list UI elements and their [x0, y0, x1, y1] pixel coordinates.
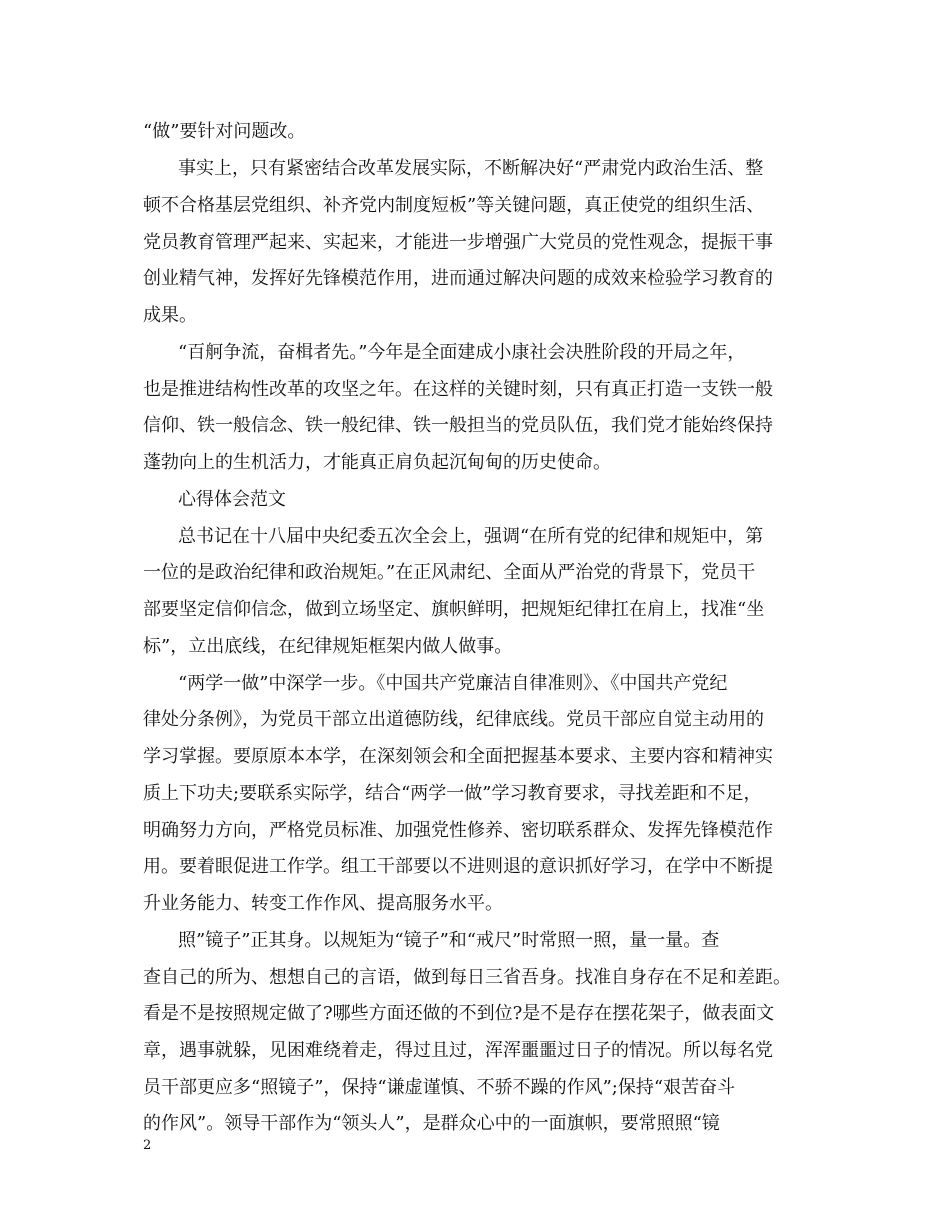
- section-title: 心得体会范文: [178, 489, 286, 510]
- text-line-25: 看是不是按照规定做了?哪些方面还做的不到位?是不是存在摆花架子，做表面文: [143, 1003, 775, 1024]
- text-line-4: 党员教育管理严起来、实起来，才能进一步增强广大党员的党性观念，提振干事: [143, 232, 773, 253]
- text-line-15: 标”，立出底线，在纪律规矩框架内做人做事。: [143, 636, 513, 657]
- text-line-24: 查自己的所为、想想自己的言语，做到每日三省吾身。找准自身存在不足和差距。: [143, 967, 791, 988]
- text-line-28: 的作风”。领导干部作为“领头人”，是群众心中的一面旗帜，要常照照“镜: [143, 1113, 720, 1134]
- text-line-18: 学习掌握。要原原本本学，在深刻领会和全面把握基本要求、主要内容和精神实: [143, 746, 773, 767]
- text-line-23: 照”镜子”正其身。以规矩为“镜子”和“戒尺”时常照一照，量一量。查: [178, 930, 720, 951]
- text-line-19: 质上下功夫;要联系实际学，结合“两学一做”学习教育要求，寻找差距和不足，: [143, 783, 762, 804]
- page-number: 2: [143, 1138, 152, 1153]
- text-line-1: “做”要针对问题改。: [143, 121, 306, 142]
- text-line-3: 顿不合格基层党组织、补齐党内制度短板”等关键问题，真正使党的组织生活、: [143, 195, 765, 216]
- text-line-17: 律处分条例》，为党员干部立出道德防线，纪律底线。党员干部应自觉主动用的: [143, 709, 764, 730]
- text-line-5: 创业精气神，发挥好先锋模范作用，进而通过解决问题的成效来检验学习教育的: [143, 268, 773, 289]
- text-line-9: 信仰、铁一般信念、铁一般纪律、铁一般担当的党员队伍，我们党才能始终保持: [143, 415, 773, 436]
- text-line-2: 事实上，只有紧密结合改革发展实际，不断解决好“严肃党内政治生活、整: [178, 158, 764, 179]
- text-line-12: 总书记在十八届中央纪委五次全会上，强调“在所有党的纪律和规矩中，第: [178, 526, 764, 547]
- text-line-20: 明确努力方向，严格党员标准、加强党性修养、密切联系群众、发挥先锋模范作: [143, 820, 773, 841]
- text-line-26: 章，遇事就躲，见困难绕着走，得过且过，浑浑噩噩过日子的情况。所以每名党: [143, 1040, 773, 1061]
- text-line-7: “百舸争流，奋楫者先。”今年是全面建成小康社会决胜阶段的开局之年，: [178, 342, 746, 363]
- text-line-21: 用。要着眼促进工作学。组工干部要以不进则退的意识抓好学习，在学中不断提: [143, 856, 773, 877]
- text-line-27: 员干部更应多“照镜子”，保持“谦虚谨慎、不骄不躁的作风”;保持“艰苦奋斗: [143, 1077, 736, 1098]
- text-line-10: 蓬勃向上的生机活力，才能真正肩负起沉甸甸的历史使命。: [143, 452, 611, 473]
- text-line-14: 部要坚定信仰信念，做到立场坚定、旗帜鲜明，把规矩纪律扛在肩上，找准“坐: [143, 599, 765, 620]
- text-line-22: 升业务能力、转变工作作风、提高服务水平。: [143, 893, 503, 914]
- text-line-13: 一位的是政治纪律和政治规矩。”在正风肃纪、全面从严治党的背景下，党员干: [143, 562, 756, 583]
- text-line-6: 成果。: [143, 305, 197, 326]
- text-line-16: “两学一做”中深学一步。《中国共产党廉洁自律准则》、《中国共产党纪: [178, 673, 728, 694]
- text-line-8: 也是推进结构性改革的攻坚之年。在这样的关键时刻，只有真正打造一支铁一般: [143, 379, 773, 400]
